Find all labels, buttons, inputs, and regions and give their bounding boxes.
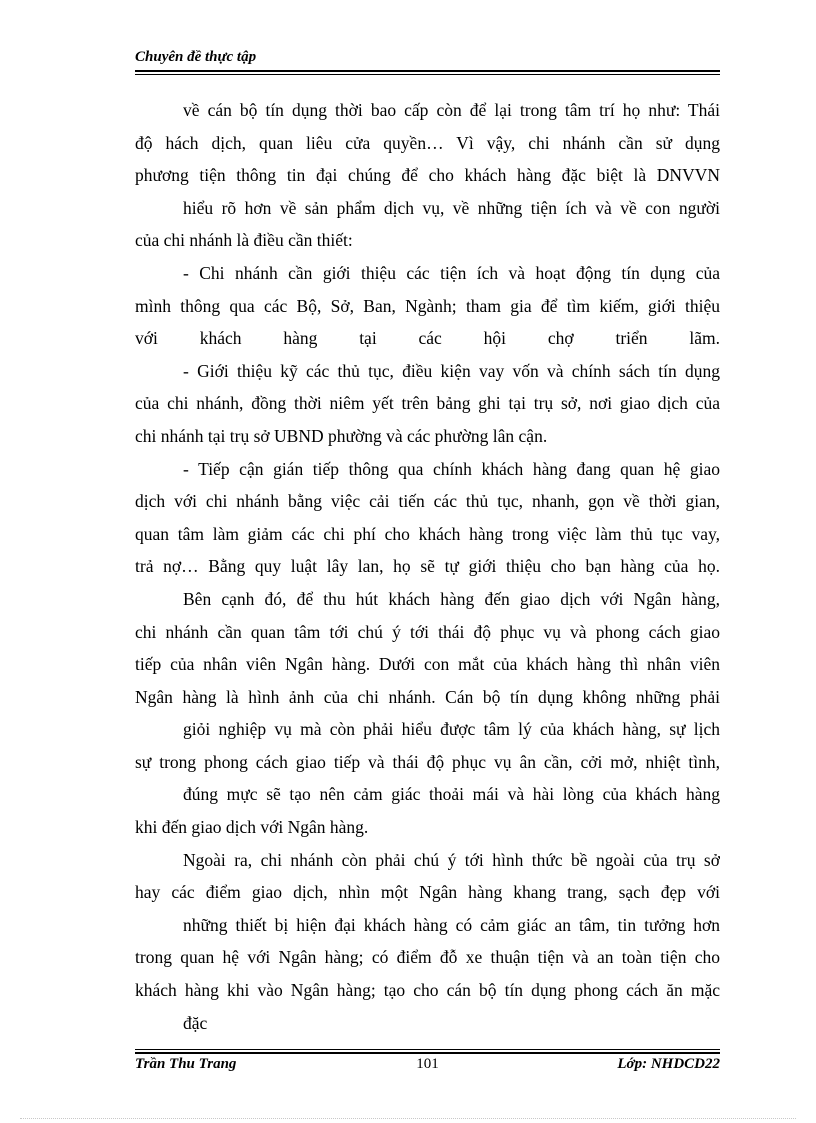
document-body — [135, 94, 720, 1039]
page-bottom-edge — [20, 1118, 796, 1119]
text-line: quan tâm làm giảm các chi phí cho khách hàng trong việc làm thủ tục vay, — [135, 523, 720, 544]
text-line: sự trong phong cách giao tiếp và thái độ phục vụ ân cần, cởi mở, nhiệt tình, — [135, 751, 720, 772]
footer-rule-thick — [135, 1052, 720, 1054]
text-line: về cán bộ tín dụng thời bao cấp còn để lại trong tâm trí họ như: Thái — [183, 100, 720, 120]
text-line: tiếp của nhân viên Ngân hàng. Dưới con mắt của khách hàng thì nhân viên — [135, 654, 720, 675]
text-line: hay các điểm giao dịch, nhìn một Ngân hàng khang trang, sạch đẹp với — [135, 882, 720, 903]
text-line: đúng mực sẽ tạo nên cảm giác thoải mái và hài lòng của khách hàng — [183, 784, 720, 805]
text-line: Ngoài ra, chi nhánh còn phải chú ý tới hình thức bề ngoài của trụ sở — [183, 849, 720, 870]
footer-class-label: Lớp: NHDCD22 — [617, 1056, 720, 1072]
text-line: - Giới thiệu kỹ các thủ tục, điều kiện vay vốn và chính sách tín dụng — [183, 360, 720, 381]
text-line: khi đến giao dịch với Ngân hàng. — [135, 817, 369, 838]
page-footer — [135, 1056, 720, 1078]
text-line: độ hách dịch, quan liêu cửa quyền… Vì vậy, chi nhánh cần sử dụng — [135, 132, 720, 153]
header-title: Chuyên đề thực tập — [135, 49, 257, 65]
text-line: hiểu rõ hơn về sản phẩm dịch vụ, về những tiện ích và về con người — [183, 197, 720, 218]
text-line: những thiết bị hiện đại khách hàng có cảm giác an tâm, tin tưởng hơn — [183, 914, 720, 935]
text-line: trả nợ… Bằng quy luật lây lan, họ sẽ tự giới thiệu cho bạn hàng của họ. — [135, 556, 720, 577]
text-line: giỏi nghiệp vụ mà còn phải hiểu được tâm lý của khách hàng, sự lịch — [183, 719, 720, 740]
header-rule-thick — [135, 70, 720, 72]
page-header — [135, 49, 720, 71]
text-line: chi nhánh cần quan tâm tới chú ý tới thái độ phục vụ và phong cách giao — [135, 621, 720, 642]
text-line: phương tiện thông tin đại chúng để cho khách hàng đặc biệt là DNVVN — [135, 165, 720, 186]
text-line: dịch với chi nhánh bằng việc cải tiến các thủ tục, nhanh, gọn về thời gian, — [135, 491, 720, 512]
text-line: - Tiếp cận gián tiếp thông qua chính khách hàng đang quan hệ giao — [183, 458, 720, 479]
text-line: của chi nhánh là điều cần thiết: — [135, 230, 353, 251]
footer-author: Trần Thu Trang — [135, 1056, 237, 1072]
text-line: - Chi nhánh cần giới thiệu các tiện ích và hoạt động tín dụng của — [183, 262, 720, 283]
page-number: 101 — [416, 1056, 439, 1072]
text-line: Bên cạnh đó, để thu hút khách hàng đến giao dịch với Ngân hàng, — [183, 588, 720, 609]
text-line: trong quan hệ với Ngân hàng; có điểm đỗ xe thuận tiện và an toàn tiện cho — [135, 947, 720, 968]
header-rule-thin — [135, 74, 720, 75]
text-line: khách hàng khi vào Ngân hàng; tạo cho cán bộ tín dụng phong cách ăn mặc — [135, 980, 720, 1001]
text-line: mình thông qua các Bộ, Sở, Ban, Ngành; tham gia để tìm kiếm, giới thiệu — [135, 295, 720, 316]
footer-rule-thin — [135, 1049, 720, 1050]
text-line: đặc — [183, 1012, 208, 1033]
text-line: chi nhánh tại trụ sở UBND phường và các phường lân cận. — [135, 425, 548, 446]
text-line: của chi nhánh, đồng thời niêm yết trên bảng ghi tại trụ sở, nơi giao dịch của — [135, 393, 720, 414]
text-line: Ngân hàng là hình ảnh của chi nhánh. Cán bộ tín dụng không những phải — [135, 686, 720, 707]
text-line: với khách hàng tại các hội chợ triển lãm. — [135, 328, 720, 349]
